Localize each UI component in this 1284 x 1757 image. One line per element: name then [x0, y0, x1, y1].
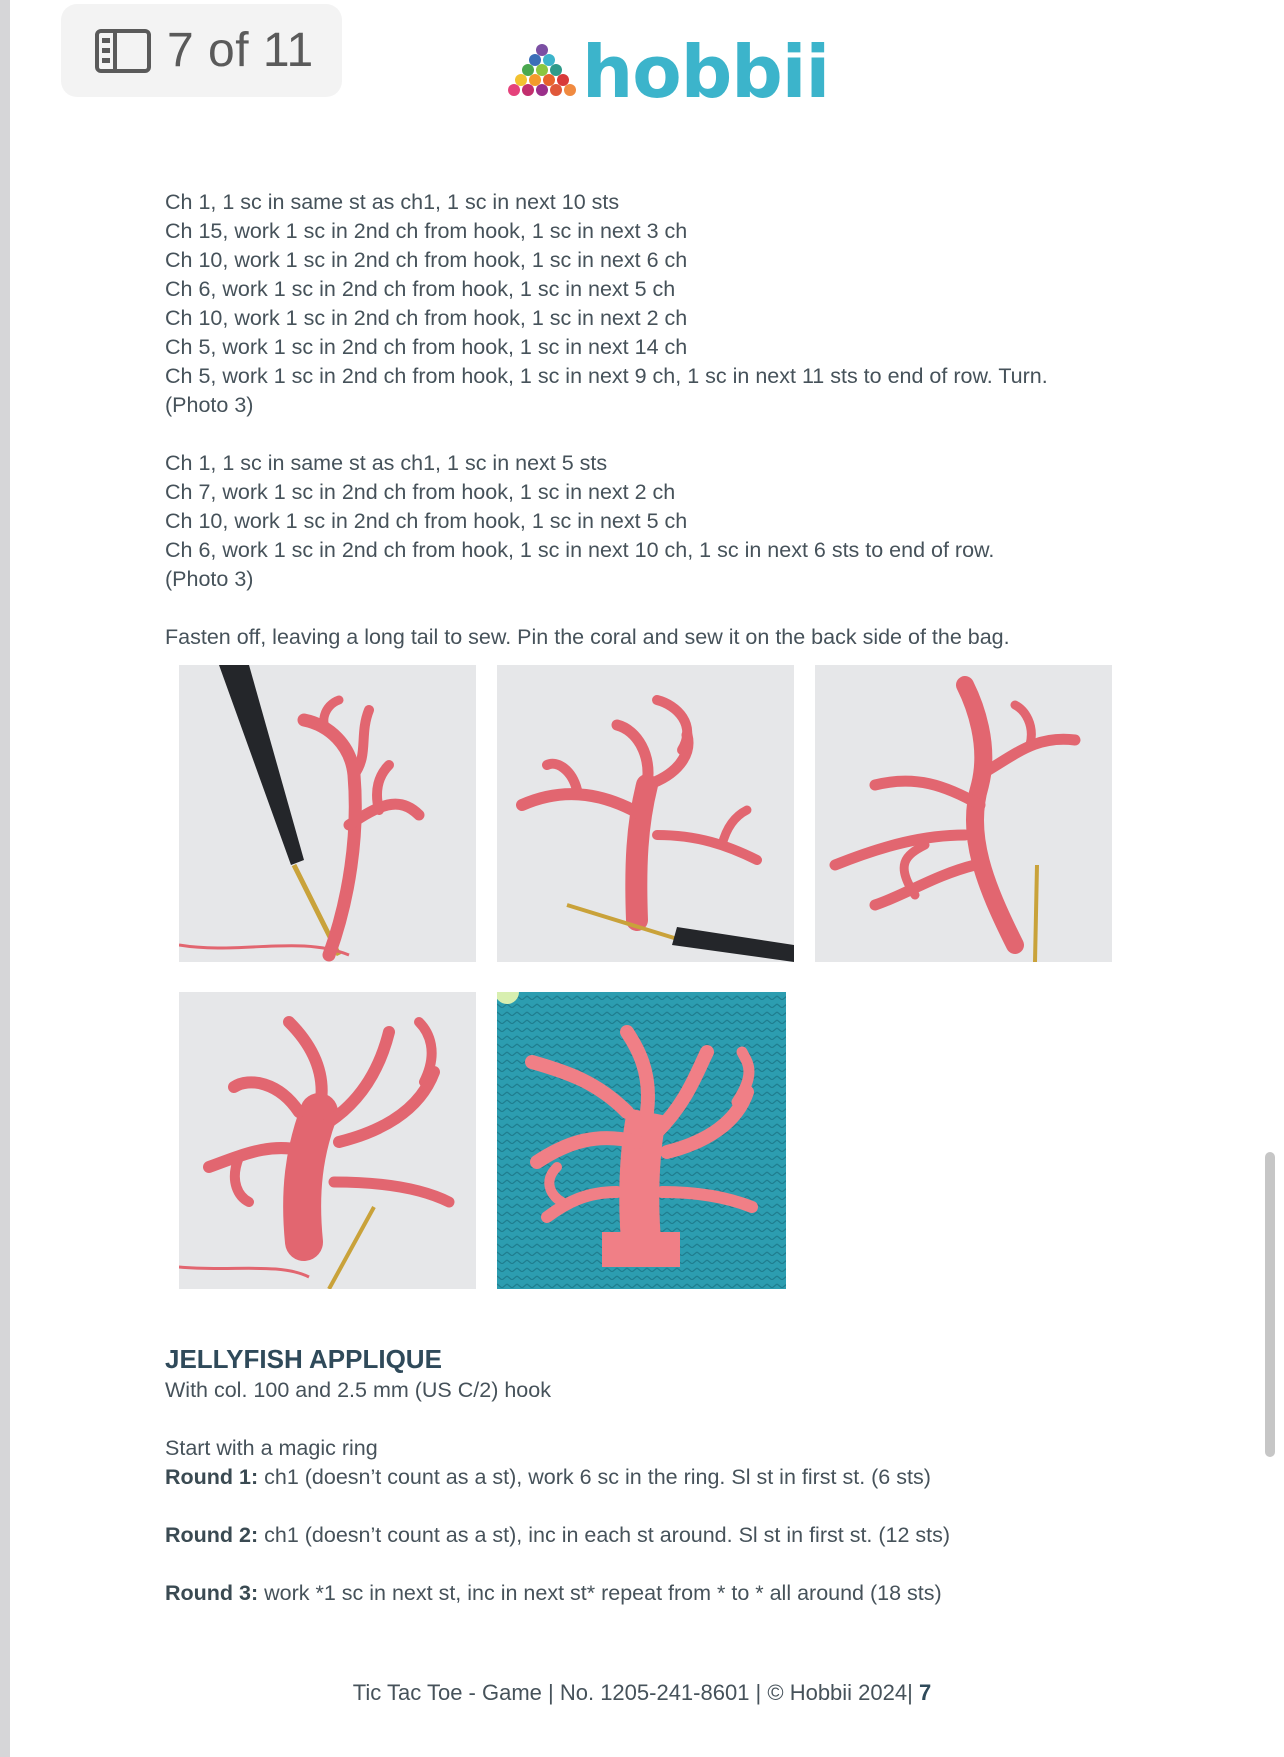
round-2: [165, 1521, 1125, 1550]
instruction-line: Ch 10, work 1 sc in 2nd ch from hook, 1 sc in next 5 ch: [165, 509, 688, 533]
page-counter-text: 7 of 11: [167, 24, 314, 77]
sidebar-toggle-icon[interactable]: [95, 29, 151, 73]
instruction-line: Ch 10, work 1 sc in 2nd ch from hook, 1 sc in next 6 ch: [165, 248, 688, 272]
round-3: [165, 1579, 1125, 1608]
fasten-off-instruction: Fasten off, leaving a long tail to sew. Pin the coral and sew it on the back side of the bag.: [165, 625, 1010, 649]
instruction-line: Ch 7, work 1 sc in 2nd ch from hook, 1 sc in next 2 ch: [165, 480, 676, 504]
instruction-line: Ch 15, work 1 sc in 2nd ch from hook, 1 sc in next 3 ch: [165, 219, 688, 243]
instruction-line: Ch 6, work 1 sc in 2nd ch from hook, 1 sc in next 10 ch, 1 sc in next 6 sts to end of row.: [165, 538, 995, 562]
instruction-line: Ch 10, work 1 sc in 2nd ch from hook, 1 sc in next 2 ch: [165, 306, 688, 330]
section-heading: JELLYFISH APPLIQUE: [165, 1344, 442, 1374]
round-text: ch1 (doesn’t count as a st), inc in each st around. Sl st in first st. (12 sts): [258, 1523, 951, 1547]
coral-photo-4: [179, 992, 476, 1289]
logo-wordmark: hobbii: [582, 30, 830, 114]
coral-photo-1: [179, 665, 476, 962]
round-label: Round 2:: [165, 1523, 259, 1547]
instruction-line: Ch 1, 1 sc in same st as ch1, 1 sc in next 5 sts: [165, 451, 608, 475]
instruction-block-2: [165, 449, 1125, 594]
instruction-line: Ch 1, 1 sc in same st as ch1, 1 sc in next 10 sts: [165, 190, 620, 214]
page-footer: [0, 1680, 1284, 1706]
left-border: [0, 0, 10, 1757]
jellyfish-section: [165, 1342, 1125, 1608]
instruction-block-1: [165, 188, 1125, 420]
instruction-line: (Photo 3): [165, 393, 254, 417]
round-label: Round 3:: [165, 1581, 259, 1605]
round-text: work *1 sc in next st, inc in next st* repeat from * to * all around (18 sts): [258, 1581, 942, 1605]
footer-text: Tic Tac Toe - Game | No. 1205-241-8601 | © Hobbii 2024|: [352, 1680, 919, 1705]
scrollbar-thumb[interactable]: [1265, 1152, 1275, 1457]
instruction-line: Ch 5, work 1 sc in 2nd ch from hook, 1 sc in next 9 ch, 1 sc in next 11 sts to end of row. Turn.: [165, 364, 1048, 388]
pattern-instructions: [165, 188, 1125, 652]
round-label: Round 1:: [165, 1465, 259, 1489]
instruction-line: Ch 5, work 1 sc in 2nd ch from hook, 1 sc in next 14 ch: [165, 335, 688, 359]
footer-page-number: 7: [918, 1680, 932, 1705]
coral-photo-3: [815, 665, 1112, 962]
start-instruction: Start with a magic ring: [165, 1436, 378, 1460]
instruction-line: (Photo 3): [165, 567, 254, 591]
coral-photo-2: [497, 665, 794, 962]
instruction-line: Ch 6, work 1 sc in 2nd ch from hook, 1 sc in next 5 ch: [165, 277, 676, 301]
round-text: ch1 (doesn’t count as a st), work 6 sc in the ring. Sl st in first st. (6 sts): [258, 1465, 931, 1489]
yarn-balls-logo-icon: [506, 42, 578, 102]
round-1: [165, 1463, 1125, 1492]
coral-on-blue-photo: [497, 992, 786, 1289]
section-subtitle: With col. 100 and 2.5 mm (US C/2) hook: [165, 1378, 551, 1402]
page-counter[interactable]: [61, 4, 342, 97]
hobbii-logo: [506, 30, 830, 114]
